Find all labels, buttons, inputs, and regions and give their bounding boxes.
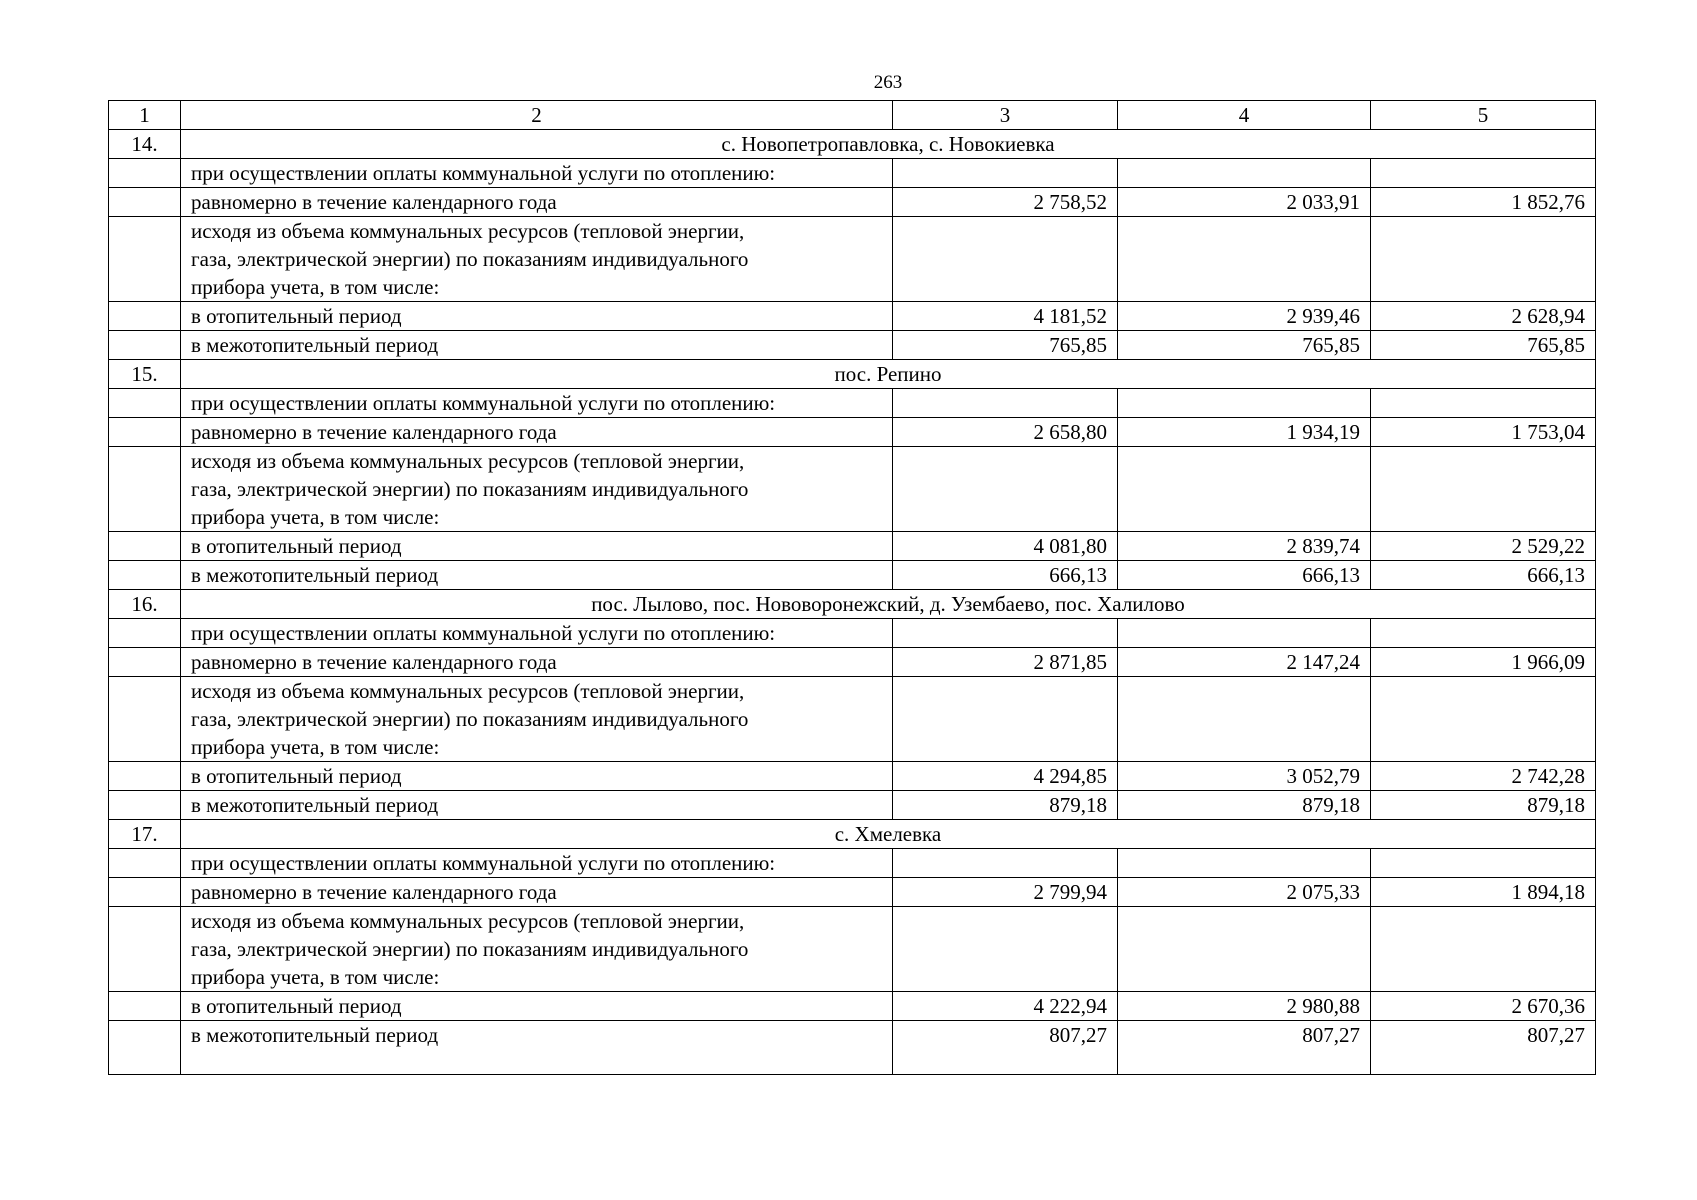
intro-label: при осуществлении оплаты коммунальной услуги по отоплению:: [181, 849, 893, 878]
meter-row: [109, 217, 1596, 302]
tariff-table: [108, 100, 1596, 1075]
off-season-value-col3: 879,18: [893, 791, 1118, 820]
uniform-value-col5: 1 753,04: [1371, 418, 1596, 447]
empty-cell: [893, 677, 1118, 762]
uniform-value-col5: 1 852,76: [1371, 188, 1596, 217]
empty-cell: [109, 389, 181, 418]
heating-period-row: [109, 302, 1596, 331]
uniform-payment-row: [109, 418, 1596, 447]
section-title-row: [109, 130, 1596, 159]
empty-cell: [109, 849, 181, 878]
empty-cell: [1118, 389, 1371, 418]
intro-row: [109, 389, 1596, 418]
meter-label-line: исходя из объема коммунальных ресурсов (тепловой энергии,: [191, 909, 745, 933]
section-title: с. Хмелевка: [181, 820, 1596, 849]
empty-cell: [1118, 217, 1371, 302]
off-season-value-col4: 807,27: [1118, 1021, 1371, 1075]
column-header-2: 2: [181, 101, 893, 130]
off-season-value-col3: 666,13: [893, 561, 1118, 590]
empty-cell: [109, 447, 181, 532]
uniform-label: равномерно в течение календарного года: [181, 878, 893, 907]
heating-value-col4: 3 052,79: [1118, 762, 1371, 791]
empty-cell: [109, 992, 181, 1021]
column-header-3: 3: [893, 101, 1118, 130]
section-number: 17.: [109, 820, 181, 849]
meter-label-line: газа, электрической энергии) по показаниям индивидуального: [191, 937, 749, 961]
empty-cell: [109, 418, 181, 447]
off-season-row: [109, 561, 1596, 590]
empty-cell: [109, 648, 181, 677]
empty-cell: [1371, 849, 1596, 878]
empty-cell: [1118, 619, 1371, 648]
uniform-value-col4: 2 147,24: [1118, 648, 1371, 677]
empty-cell: [109, 159, 181, 188]
empty-cell: [1118, 447, 1371, 532]
meter-label-line: прибора учета, в том числе:: [191, 965, 440, 989]
heating-value-col4: 2 839,74: [1118, 532, 1371, 561]
heating-label: в отопительный период: [181, 992, 893, 1021]
empty-cell: [893, 447, 1118, 532]
heating-period-row: [109, 762, 1596, 791]
heating-value-col5: 2 670,36: [1371, 992, 1596, 1021]
off-season-label: в межотопительный период: [181, 791, 893, 820]
meter-label-line: исходя из объема коммунальных ресурсов (тепловой энергии,: [191, 449, 745, 473]
heating-value-col3: 4 222,94: [893, 992, 1118, 1021]
heating-value-col5: 2 742,28: [1371, 762, 1596, 791]
empty-cell: [109, 619, 181, 648]
uniform-value-col5: 1 966,09: [1371, 648, 1596, 677]
intro-row: [109, 159, 1596, 188]
uniform-value-col4: 2 075,33: [1118, 878, 1371, 907]
intro-label: при осуществлении оплаты коммунальной услуги по отоплению:: [181, 389, 893, 418]
off-season-value-col4: 765,85: [1118, 331, 1371, 360]
uniform-value-col4: 1 934,19: [1118, 418, 1371, 447]
empty-cell: [1371, 619, 1596, 648]
heating-value-col3: 4 294,85: [893, 762, 1118, 791]
uniform-value-col3: 2 758,52: [893, 188, 1118, 217]
column-number-row: [109, 101, 1596, 130]
section-number: 16.: [109, 590, 181, 619]
empty-cell: [109, 677, 181, 762]
empty-cell: [109, 878, 181, 907]
uniform-value-col5: 1 894,18: [1371, 878, 1596, 907]
uniform-value-col4: 2 033,91: [1118, 188, 1371, 217]
off-season-row: [109, 331, 1596, 360]
heating-period-row: [109, 992, 1596, 1021]
meter-label: [181, 217, 893, 302]
empty-cell: [1118, 907, 1371, 992]
empty-cell: [109, 188, 181, 217]
off-season-value-col5: 879,18: [1371, 791, 1596, 820]
empty-cell: [893, 849, 1118, 878]
meter-label-line: прибора учета, в том числе:: [191, 735, 440, 759]
meter-label: [181, 677, 893, 762]
off-season-value-col5: 666,13: [1371, 561, 1596, 590]
heating-label: в отопительный период: [181, 532, 893, 561]
section-title-row: [109, 590, 1596, 619]
empty-cell: [1371, 447, 1596, 532]
meter-label-line: газа, электрической энергии) по показаниям индивидуального: [191, 247, 749, 271]
meter-label-line: прибора учета, в том числе:: [191, 505, 440, 529]
section-number: 15.: [109, 360, 181, 389]
empty-cell: [109, 1021, 181, 1075]
column-header-5: 5: [1371, 101, 1596, 130]
heating-period-row: [109, 532, 1596, 561]
meter-label-line: исходя из объема коммунальных ресурсов (тепловой энергии,: [191, 679, 745, 703]
uniform-payment-row: [109, 188, 1596, 217]
uniform-label: равномерно в течение календарного года: [181, 418, 893, 447]
intro-row: [109, 849, 1596, 878]
off-season-row: [109, 1021, 1596, 1075]
empty-cell: [109, 532, 181, 561]
heating-value-col3: 4 181,52: [893, 302, 1118, 331]
heating-value-col3: 4 081,80: [893, 532, 1118, 561]
column-header-1: 1: [109, 101, 181, 130]
empty-cell: [893, 619, 1118, 648]
empty-cell: [1371, 907, 1596, 992]
section-number: 14.: [109, 130, 181, 159]
empty-cell: [1371, 159, 1596, 188]
empty-cell: [109, 331, 181, 360]
meter-label-line: исходя из объема коммунальных ресурсов (тепловой энергии,: [191, 219, 745, 243]
uniform-value-col3: 2 799,94: [893, 878, 1118, 907]
tariff-table-body: [109, 101, 1596, 1075]
empty-cell: [893, 159, 1118, 188]
uniform-payment-row: [109, 648, 1596, 677]
heating-value-col4: 2 939,46: [1118, 302, 1371, 331]
uniform-label: равномерно в течение календарного года: [181, 188, 893, 217]
empty-cell: [893, 907, 1118, 992]
meter-row: [109, 677, 1596, 762]
empty-cell: [109, 791, 181, 820]
empty-cell: [109, 302, 181, 331]
heating-label: в отопительный период: [181, 302, 893, 331]
off-season-label: в межотопительный период: [181, 331, 893, 360]
intro-label: при осуществлении оплаты коммунальной услуги по отоплению:: [181, 159, 893, 188]
heating-value-col4: 2 980,88: [1118, 992, 1371, 1021]
empty-cell: [1118, 849, 1371, 878]
meter-row: [109, 907, 1596, 992]
empty-cell: [1371, 677, 1596, 762]
page-number: 263: [873, 72, 903, 93]
empty-cell: [1118, 677, 1371, 762]
meter-label: [181, 447, 893, 532]
empty-cell: [893, 389, 1118, 418]
section-title-row: [109, 820, 1596, 849]
off-season-value-col3: 765,85: [893, 331, 1118, 360]
off-season-value-col5: 765,85: [1371, 331, 1596, 360]
off-season-value-col4: 666,13: [1118, 561, 1371, 590]
meter-label-line: газа, электрической энергии) по показаниям индивидуального: [191, 707, 749, 731]
meter-label-line: прибора учета, в том числе:: [191, 275, 440, 299]
intro-label: при осуществлении оплаты коммунальной услуги по отоплению:: [181, 619, 893, 648]
off-season-value-col4: 879,18: [1118, 791, 1371, 820]
meter-row: [109, 447, 1596, 532]
heating-value-col5: 2 628,94: [1371, 302, 1596, 331]
uniform-value-col3: 2 658,80: [893, 418, 1118, 447]
off-season-value-col5: 807,27: [1371, 1021, 1596, 1075]
column-header-4: 4: [1118, 101, 1371, 130]
empty-cell: [893, 217, 1118, 302]
empty-cell: [109, 907, 181, 992]
uniform-value-col3: 2 871,85: [893, 648, 1118, 677]
meter-label: [181, 907, 893, 992]
off-season-label: в межотопительный период: [181, 561, 893, 590]
section-title: пос. Лылово, пос. Нововоронежский, д. Узембаево, пос. Халилово: [181, 590, 1596, 619]
empty-cell: [1371, 217, 1596, 302]
off-season-label: в межотопительный период: [181, 1021, 893, 1075]
section-title-row: [109, 360, 1596, 389]
empty-cell: [109, 762, 181, 791]
heating-value-col5: 2 529,22: [1371, 532, 1596, 561]
uniform-label: равномерно в течение календарного года: [181, 648, 893, 677]
empty-cell: [1371, 389, 1596, 418]
heating-label: в отопительный период: [181, 762, 893, 791]
section-title: с. Новопетропавловка, с. Новокиевка: [181, 130, 1596, 159]
meter-label-line: газа, электрической энергии) по показаниям индивидуального: [191, 477, 749, 501]
off-season-value-col3: 807,27: [893, 1021, 1118, 1075]
empty-cell: [1118, 159, 1371, 188]
empty-cell: [109, 217, 181, 302]
off-season-row: [109, 791, 1596, 820]
empty-cell: [109, 561, 181, 590]
intro-row: [109, 619, 1596, 648]
section-title: пос. Репино: [181, 360, 1596, 389]
uniform-payment-row: [109, 878, 1596, 907]
